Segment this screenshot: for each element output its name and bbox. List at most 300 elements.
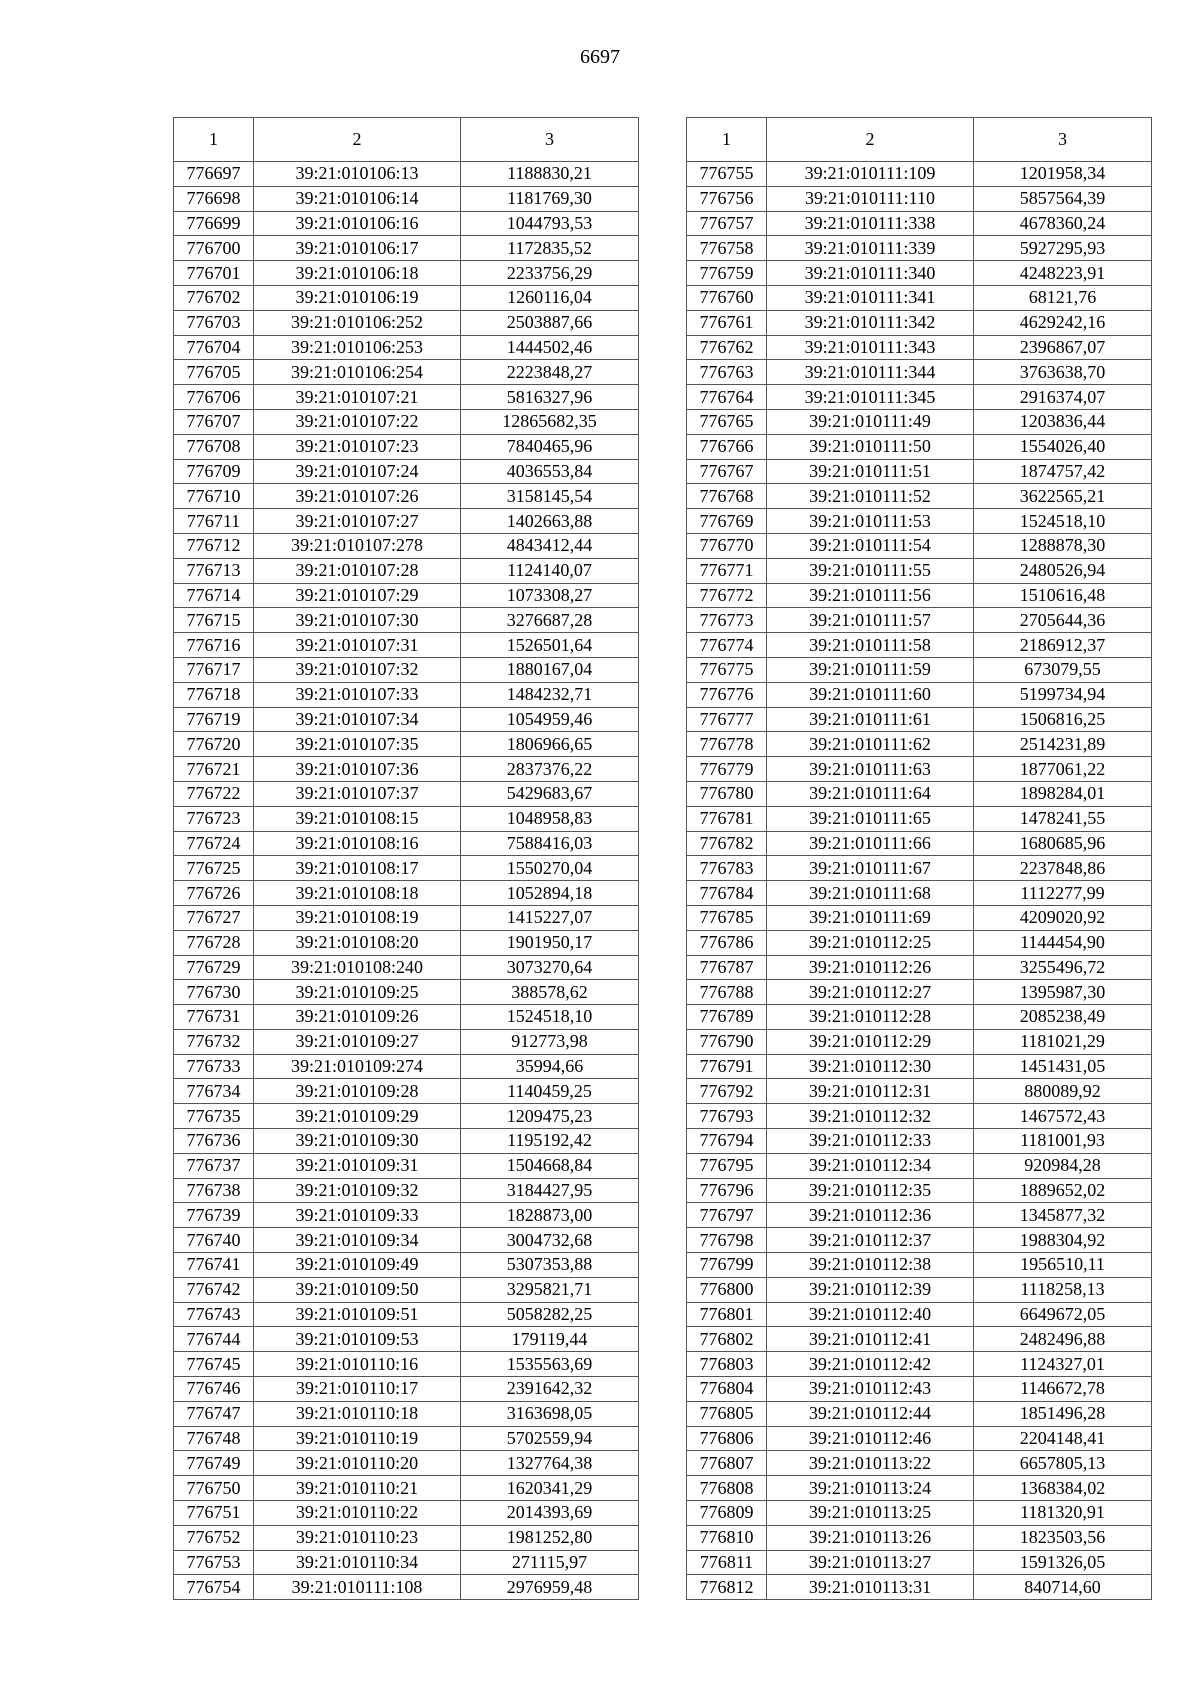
cadastral-number-cell: 39:21:010107:34 bbox=[254, 707, 461, 732]
table-row bbox=[687, 707, 1152, 732]
cadastral-number-cell: 39:21:010112:39 bbox=[767, 1277, 974, 1302]
cadastral-number-cell: 39:21:010106:254 bbox=[254, 360, 461, 385]
row-number-cell: 776766 bbox=[687, 434, 767, 459]
row-number-cell: 776703 bbox=[174, 310, 254, 335]
row-number-cell: 776804 bbox=[687, 1377, 767, 1402]
value-cell: 1209475,23 bbox=[461, 1104, 639, 1129]
table-row bbox=[174, 1079, 639, 1104]
row-number-cell: 776794 bbox=[687, 1129, 767, 1154]
value-cell: 1112277,99 bbox=[974, 881, 1152, 906]
cadastral-number-cell: 39:21:010111:49 bbox=[767, 409, 974, 434]
row-number-cell: 776717 bbox=[174, 657, 254, 682]
value-cell: 1181001,93 bbox=[974, 1129, 1152, 1154]
value-cell: 4036553,84 bbox=[461, 459, 639, 484]
row-number-cell: 776805 bbox=[687, 1401, 767, 1426]
cadastral-number-cell: 39:21:010107:23 bbox=[254, 434, 461, 459]
cadastral-number-cell: 39:21:010109:32 bbox=[254, 1178, 461, 1203]
value-cell: 271115,97 bbox=[461, 1550, 639, 1575]
row-number-cell: 776756 bbox=[687, 186, 767, 211]
table-row bbox=[687, 1104, 1152, 1129]
cadastral-number-cell: 39:21:010111:340 bbox=[767, 261, 974, 286]
cadastral-number-cell: 39:21:010106:19 bbox=[254, 285, 461, 310]
cadastral-number-cell: 39:21:010111:54 bbox=[767, 533, 974, 558]
row-number-cell: 776801 bbox=[687, 1302, 767, 1327]
table-row bbox=[174, 1575, 639, 1600]
cadastral-number-cell: 39:21:010109:27 bbox=[254, 1029, 461, 1054]
cadastral-number-cell: 39:21:010111:344 bbox=[767, 360, 974, 385]
value-cell: 1395987,30 bbox=[974, 980, 1152, 1005]
row-number-cell: 776810 bbox=[687, 1525, 767, 1550]
row-number-cell: 776716 bbox=[174, 633, 254, 658]
table-row bbox=[687, 1153, 1152, 1178]
table-row bbox=[687, 558, 1152, 583]
row-number-cell: 776777 bbox=[687, 707, 767, 732]
column-header-1: 1 bbox=[687, 118, 767, 162]
value-cell: 12865682,35 bbox=[461, 409, 639, 434]
value-cell: 1124327,01 bbox=[974, 1352, 1152, 1377]
row-number-cell: 776734 bbox=[174, 1079, 254, 1104]
row-number-cell: 776752 bbox=[174, 1525, 254, 1550]
value-cell: 3073270,64 bbox=[461, 955, 639, 980]
cadastral-number-cell: 39:21:010113:26 bbox=[767, 1525, 974, 1550]
row-number-cell: 776762 bbox=[687, 335, 767, 360]
table-row bbox=[687, 1550, 1152, 1575]
table-row bbox=[687, 162, 1152, 187]
row-number-cell: 776768 bbox=[687, 484, 767, 509]
table-row bbox=[687, 385, 1152, 410]
row-number-cell: 776791 bbox=[687, 1054, 767, 1079]
cadastral-number-cell: 39:21:010111:65 bbox=[767, 806, 974, 831]
value-cell: 1898284,01 bbox=[974, 781, 1152, 806]
value-cell: 1118258,13 bbox=[974, 1277, 1152, 1302]
value-cell: 1901950,17 bbox=[461, 930, 639, 955]
cadastral-number-cell: 39:21:010109:28 bbox=[254, 1079, 461, 1104]
cadastral-number-cell: 39:21:010108:16 bbox=[254, 831, 461, 856]
value-cell: 840714,60 bbox=[974, 1575, 1152, 1600]
value-cell: 4678360,24 bbox=[974, 211, 1152, 236]
cadastral-number-cell: 39:21:010112:42 bbox=[767, 1352, 974, 1377]
table-row bbox=[174, 881, 639, 906]
value-cell: 1851496,28 bbox=[974, 1401, 1152, 1426]
table-row bbox=[174, 261, 639, 286]
row-number-cell: 776697 bbox=[174, 162, 254, 187]
value-cell: 1144454,90 bbox=[974, 930, 1152, 955]
cadastral-number-cell: 39:21:010112:41 bbox=[767, 1327, 974, 1352]
value-cell: 1806966,65 bbox=[461, 732, 639, 757]
row-number-cell: 776789 bbox=[687, 1005, 767, 1030]
table-row bbox=[687, 459, 1152, 484]
row-number-cell: 776769 bbox=[687, 509, 767, 534]
cadastral-number-cell: 39:21:010111:69 bbox=[767, 905, 974, 930]
value-cell: 1181769,30 bbox=[461, 186, 639, 211]
table-row bbox=[687, 434, 1152, 459]
cadastral-number-cell: 39:21:010111:109 bbox=[767, 162, 974, 187]
row-number-cell: 776739 bbox=[174, 1203, 254, 1228]
row-number-cell: 776749 bbox=[174, 1451, 254, 1476]
cadastral-number-cell: 39:21:010107:27 bbox=[254, 509, 461, 534]
row-number-cell: 776775 bbox=[687, 657, 767, 682]
table-row bbox=[687, 1005, 1152, 1030]
value-cell: 2837376,22 bbox=[461, 757, 639, 782]
cadastral-number-cell: 39:21:010112:34 bbox=[767, 1153, 974, 1178]
row-number-cell: 776809 bbox=[687, 1501, 767, 1526]
table-row bbox=[174, 1401, 639, 1426]
cadastral-number-cell: 39:21:010107:36 bbox=[254, 757, 461, 782]
cadastral-number-cell: 39:21:010110:34 bbox=[254, 1550, 461, 1575]
table-row bbox=[174, 657, 639, 682]
row-number-cell: 776712 bbox=[174, 533, 254, 558]
row-number-cell: 776770 bbox=[687, 533, 767, 558]
table-row bbox=[687, 1228, 1152, 1253]
row-number-cell: 776799 bbox=[687, 1253, 767, 1278]
value-cell: 1550270,04 bbox=[461, 856, 639, 881]
row-number-cell: 776724 bbox=[174, 831, 254, 856]
cadastral-number-cell: 39:21:010107:35 bbox=[254, 732, 461, 757]
table-row bbox=[687, 1129, 1152, 1154]
cadastral-number-cell: 39:21:010111:63 bbox=[767, 757, 974, 782]
table-row bbox=[687, 980, 1152, 1005]
table-row bbox=[687, 930, 1152, 955]
table-row bbox=[687, 1575, 1152, 1600]
column-header-3: 3 bbox=[974, 118, 1152, 162]
cadastral-number-cell: 39:21:010112:32 bbox=[767, 1104, 974, 1129]
value-cell: 1467572,43 bbox=[974, 1104, 1152, 1129]
cadastral-number-cell: 39:21:010107:278 bbox=[254, 533, 461, 558]
row-number-cell: 776720 bbox=[174, 732, 254, 757]
value-cell: 1188830,21 bbox=[461, 162, 639, 187]
row-number-cell: 776737 bbox=[174, 1153, 254, 1178]
table-row bbox=[687, 1029, 1152, 1054]
row-number-cell: 776728 bbox=[174, 930, 254, 955]
cadastral-number-cell: 39:21:010111:60 bbox=[767, 682, 974, 707]
row-number-cell: 776783 bbox=[687, 856, 767, 881]
value-cell: 2204148,41 bbox=[974, 1426, 1152, 1451]
table-row bbox=[174, 459, 639, 484]
cadastral-number-cell: 39:21:010108:19 bbox=[254, 905, 461, 930]
value-cell: 3158145,54 bbox=[461, 484, 639, 509]
value-cell: 5307353,88 bbox=[461, 1253, 639, 1278]
row-number-cell: 776729 bbox=[174, 955, 254, 980]
table-row bbox=[687, 955, 1152, 980]
table-row bbox=[174, 1327, 639, 1352]
value-cell: 1620341,29 bbox=[461, 1476, 639, 1501]
cadastral-number-cell: 39:21:010111:64 bbox=[767, 781, 974, 806]
value-cell: 1880167,04 bbox=[461, 657, 639, 682]
cadastral-number-cell: 39:21:010111:59 bbox=[767, 657, 974, 682]
value-cell: 1201958,34 bbox=[974, 162, 1152, 187]
cadastral-number-cell: 39:21:010110:19 bbox=[254, 1426, 461, 1451]
value-cell: 1526501,64 bbox=[461, 633, 639, 658]
value-cell: 1504668,84 bbox=[461, 1153, 639, 1178]
cadastral-number-cell: 39:21:010111:68 bbox=[767, 881, 974, 906]
value-cell: 7588416,03 bbox=[461, 831, 639, 856]
value-cell: 4843412,44 bbox=[461, 533, 639, 558]
table-row bbox=[174, 856, 639, 881]
value-cell: 5816327,96 bbox=[461, 385, 639, 410]
row-number-cell: 776726 bbox=[174, 881, 254, 906]
row-number-cell: 776759 bbox=[687, 261, 767, 286]
cadastral-number-cell: 39:21:010111:345 bbox=[767, 385, 974, 410]
value-cell: 2705644,36 bbox=[974, 608, 1152, 633]
value-cell: 3255496,72 bbox=[974, 955, 1152, 980]
value-cell: 4248223,91 bbox=[974, 261, 1152, 286]
cadastral-number-cell: 39:21:010109:34 bbox=[254, 1228, 461, 1253]
row-number-cell: 776711 bbox=[174, 509, 254, 534]
cadastral-number-cell: 39:21:010113:27 bbox=[767, 1550, 974, 1575]
cadastral-number-cell: 39:21:010112:33 bbox=[767, 1129, 974, 1154]
row-number-cell: 776802 bbox=[687, 1327, 767, 1352]
table-row bbox=[174, 1426, 639, 1451]
value-cell: 880089,92 bbox=[974, 1079, 1152, 1104]
cadastral-number-cell: 39:21:010107:30 bbox=[254, 608, 461, 633]
cadastral-number-cell: 39:21:010109:33 bbox=[254, 1203, 461, 1228]
row-number-cell: 776748 bbox=[174, 1426, 254, 1451]
value-cell: 1889652,02 bbox=[974, 1178, 1152, 1203]
table-row bbox=[687, 1277, 1152, 1302]
row-number-cell: 776807 bbox=[687, 1451, 767, 1476]
row-number-cell: 776742 bbox=[174, 1277, 254, 1302]
value-cell: 5857564,39 bbox=[974, 186, 1152, 211]
row-number-cell: 776782 bbox=[687, 831, 767, 856]
row-number-cell: 776790 bbox=[687, 1029, 767, 1054]
cadastral-number-cell: 39:21:010110:21 bbox=[254, 1476, 461, 1501]
row-number-cell: 776723 bbox=[174, 806, 254, 831]
table-row bbox=[174, 1377, 639, 1402]
table-row bbox=[687, 732, 1152, 757]
cadastral-number-cell: 39:21:010111:110 bbox=[767, 186, 974, 211]
value-cell: 1828873,00 bbox=[461, 1203, 639, 1228]
cadastral-number-cell: 39:21:010113:31 bbox=[767, 1575, 974, 1600]
value-cell: 35994,66 bbox=[461, 1054, 639, 1079]
value-cell: 1073308,27 bbox=[461, 583, 639, 608]
row-number-cell: 776767 bbox=[687, 459, 767, 484]
row-number-cell: 776743 bbox=[174, 1302, 254, 1327]
cadastral-number-cell: 39:21:010107:29 bbox=[254, 583, 461, 608]
value-cell: 1172835,52 bbox=[461, 236, 639, 261]
table-row bbox=[174, 1104, 639, 1129]
value-cell: 2480526,94 bbox=[974, 558, 1152, 583]
value-cell: 1260116,04 bbox=[461, 285, 639, 310]
table-row bbox=[687, 285, 1152, 310]
column-header-3: 3 bbox=[461, 118, 639, 162]
cadastral-number-cell: 39:21:010110:17 bbox=[254, 1377, 461, 1402]
cadastral-number-cell: 39:21:010109:53 bbox=[254, 1327, 461, 1352]
row-number-cell: 776800 bbox=[687, 1277, 767, 1302]
cadastral-number-cell: 39:21:010109:25 bbox=[254, 980, 461, 1005]
table-row bbox=[174, 335, 639, 360]
cadastral-number-cell: 39:21:010111:343 bbox=[767, 335, 974, 360]
table-row bbox=[174, 633, 639, 658]
cadastral-number-cell: 39:21:010113:24 bbox=[767, 1476, 974, 1501]
table-row bbox=[174, 162, 639, 187]
row-number-cell: 776713 bbox=[174, 558, 254, 583]
value-cell: 1444502,46 bbox=[461, 335, 639, 360]
value-cell: 2396867,07 bbox=[974, 335, 1152, 360]
value-cell: 6649672,05 bbox=[974, 1302, 1152, 1327]
row-number-cell: 776707 bbox=[174, 409, 254, 434]
value-cell: 1368384,02 bbox=[974, 1476, 1152, 1501]
cadastral-number-cell: 39:21:010112:35 bbox=[767, 1178, 974, 1203]
cadastral-number-cell: 39:21:010107:22 bbox=[254, 409, 461, 434]
row-number-cell: 776718 bbox=[174, 682, 254, 707]
table-row bbox=[174, 385, 639, 410]
table-row bbox=[174, 434, 639, 459]
cadastral-number-cell: 39:21:010111:66 bbox=[767, 831, 974, 856]
table-row bbox=[687, 1525, 1152, 1550]
value-cell: 1345877,32 bbox=[974, 1203, 1152, 1228]
cadastral-number-cell: 39:21:010106:14 bbox=[254, 186, 461, 211]
table-row bbox=[174, 409, 639, 434]
value-cell: 673079,55 bbox=[974, 657, 1152, 682]
row-number-cell: 776701 bbox=[174, 261, 254, 286]
table-row bbox=[174, 211, 639, 236]
right-table bbox=[686, 117, 1152, 1600]
value-cell: 1877061,22 bbox=[974, 757, 1152, 782]
row-number-cell: 776744 bbox=[174, 1327, 254, 1352]
cadastral-number-cell: 39:21:010109:26 bbox=[254, 1005, 461, 1030]
row-number-cell: 776731 bbox=[174, 1005, 254, 1030]
column-header-2: 2 bbox=[767, 118, 974, 162]
value-cell: 1524518,10 bbox=[461, 1005, 639, 1030]
row-number-cell: 776704 bbox=[174, 335, 254, 360]
table-row bbox=[174, 1253, 639, 1278]
value-cell: 5058282,25 bbox=[461, 1302, 639, 1327]
row-number-cell: 776773 bbox=[687, 608, 767, 633]
value-cell: 3622565,21 bbox=[974, 484, 1152, 509]
value-cell: 1140459,25 bbox=[461, 1079, 639, 1104]
value-cell: 1052894,18 bbox=[461, 881, 639, 906]
row-number-cell: 776702 bbox=[174, 285, 254, 310]
table-row bbox=[687, 1426, 1152, 1451]
table-row bbox=[687, 509, 1152, 534]
value-cell: 6657805,13 bbox=[974, 1451, 1152, 1476]
row-number-cell: 776727 bbox=[174, 905, 254, 930]
value-cell: 1327764,38 bbox=[461, 1451, 639, 1476]
table-row bbox=[687, 1327, 1152, 1352]
table-row bbox=[687, 1401, 1152, 1426]
cadastral-number-cell: 39:21:010112:26 bbox=[767, 955, 974, 980]
cadastral-number-cell: 39:21:010107:37 bbox=[254, 781, 461, 806]
value-cell: 1956510,11 bbox=[974, 1253, 1152, 1278]
value-cell: 1288878,30 bbox=[974, 533, 1152, 558]
left-table bbox=[173, 117, 639, 1600]
cadastral-number-cell: 39:21:010110:16 bbox=[254, 1352, 461, 1377]
cadastral-number-cell: 39:21:010108:15 bbox=[254, 806, 461, 831]
right-table-body bbox=[687, 162, 1152, 1600]
row-number-cell: 776780 bbox=[687, 781, 767, 806]
value-cell: 2916374,07 bbox=[974, 385, 1152, 410]
cadastral-number-cell: 39:21:010111:67 bbox=[767, 856, 974, 881]
row-number-cell: 776765 bbox=[687, 409, 767, 434]
table-row bbox=[687, 608, 1152, 633]
value-cell: 2976959,48 bbox=[461, 1575, 639, 1600]
row-number-cell: 776785 bbox=[687, 905, 767, 930]
value-cell: 3763638,70 bbox=[974, 360, 1152, 385]
cadastral-number-cell: 39:21:010110:20 bbox=[254, 1451, 461, 1476]
value-cell: 2085238,49 bbox=[974, 1005, 1152, 1030]
table-row bbox=[687, 533, 1152, 558]
table-row bbox=[687, 1203, 1152, 1228]
row-number-cell: 776788 bbox=[687, 980, 767, 1005]
cadastral-number-cell: 39:21:010111:55 bbox=[767, 558, 974, 583]
value-cell: 1484232,71 bbox=[461, 682, 639, 707]
table-row bbox=[687, 657, 1152, 682]
table-row bbox=[174, 1178, 639, 1203]
cadastral-number-cell: 39:21:010112:30 bbox=[767, 1054, 974, 1079]
cadastral-number-cell: 39:21:010112:46 bbox=[767, 1426, 974, 1451]
cadastral-number-cell: 39:21:010108:18 bbox=[254, 881, 461, 906]
table-row bbox=[687, 1501, 1152, 1526]
row-number-cell: 776753 bbox=[174, 1550, 254, 1575]
cadastral-number-cell: 39:21:010109:49 bbox=[254, 1253, 461, 1278]
cadastral-number-cell: 39:21:010107:28 bbox=[254, 558, 461, 583]
cadastral-number-cell: 39:21:010107:33 bbox=[254, 682, 461, 707]
cadastral-number-cell: 39:21:010111:56 bbox=[767, 583, 974, 608]
value-cell: 3004732,68 bbox=[461, 1228, 639, 1253]
cadastral-number-cell: 39:21:010111:108 bbox=[254, 1575, 461, 1600]
cadastral-number-cell: 39:21:010106:16 bbox=[254, 211, 461, 236]
value-cell: 4209020,92 bbox=[974, 905, 1152, 930]
row-number-cell: 776760 bbox=[687, 285, 767, 310]
table-row bbox=[687, 1476, 1152, 1501]
row-number-cell: 776709 bbox=[174, 459, 254, 484]
cadastral-number-cell: 39:21:010111:61 bbox=[767, 707, 974, 732]
table-row bbox=[687, 261, 1152, 286]
cadastral-number-cell: 39:21:010107:21 bbox=[254, 385, 461, 410]
row-number-cell: 776812 bbox=[687, 1575, 767, 1600]
value-cell: 920984,28 bbox=[974, 1153, 1152, 1178]
table-row bbox=[174, 509, 639, 534]
header-row bbox=[687, 118, 1152, 162]
cadastral-number-cell: 39:21:010106:17 bbox=[254, 236, 461, 261]
value-cell: 1981252,80 bbox=[461, 1525, 639, 1550]
cadastral-number-cell: 39:21:010111:338 bbox=[767, 211, 974, 236]
table-row bbox=[174, 558, 639, 583]
value-cell: 5199734,94 bbox=[974, 682, 1152, 707]
value-cell: 2014393,69 bbox=[461, 1501, 639, 1526]
table-row bbox=[174, 1228, 639, 1253]
table-row bbox=[687, 186, 1152, 211]
cadastral-number-cell: 39:21:010112:36 bbox=[767, 1203, 974, 1228]
value-cell: 2391642,32 bbox=[461, 1377, 639, 1402]
row-number-cell: 776741 bbox=[174, 1253, 254, 1278]
row-number-cell: 776778 bbox=[687, 732, 767, 757]
row-number-cell: 776714 bbox=[174, 583, 254, 608]
table-row bbox=[174, 186, 639, 211]
table-row bbox=[174, 1153, 639, 1178]
table-row bbox=[174, 285, 639, 310]
table-row bbox=[174, 806, 639, 831]
row-number-cell: 776705 bbox=[174, 360, 254, 385]
cadastral-number-cell: 39:21:010113:25 bbox=[767, 1501, 974, 1526]
table-row bbox=[174, 955, 639, 980]
value-cell: 68121,76 bbox=[974, 285, 1152, 310]
value-cell: 1506816,25 bbox=[974, 707, 1152, 732]
table-row bbox=[687, 1079, 1152, 1104]
row-number-cell: 776787 bbox=[687, 955, 767, 980]
table-row bbox=[687, 831, 1152, 856]
column-header-1: 1 bbox=[174, 118, 254, 162]
cadastral-number-cell: 39:21:010111:53 bbox=[767, 509, 974, 534]
cadastral-number-cell: 39:21:010110:23 bbox=[254, 1525, 461, 1550]
table-row bbox=[687, 781, 1152, 806]
value-cell: 1874757,42 bbox=[974, 459, 1152, 484]
table-row bbox=[174, 1501, 639, 1526]
cadastral-number-cell: 39:21:010109:31 bbox=[254, 1153, 461, 1178]
value-cell: 7840465,96 bbox=[461, 434, 639, 459]
table-row bbox=[687, 583, 1152, 608]
cadastral-number-cell: 39:21:010112:37 bbox=[767, 1228, 974, 1253]
